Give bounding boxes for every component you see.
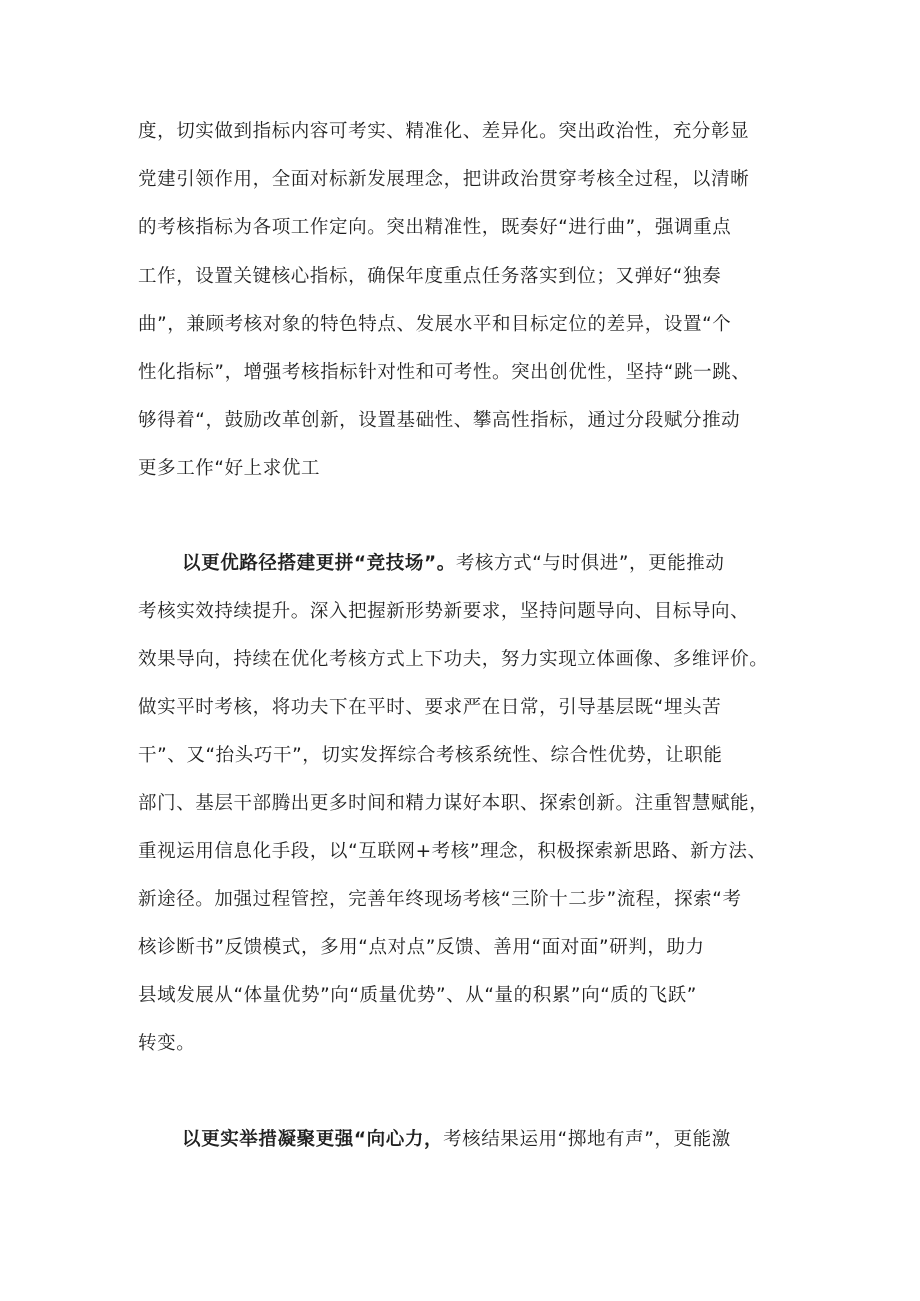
paragraph-2-line-11: 转变。 bbox=[138, 1033, 196, 1054]
paragraph-2-line-1 bbox=[182, 552, 798, 576]
paragraph-1-line-1: 度，切实做到指标内容可考实、精准化、差异化。突出政治性，充分彰显 bbox=[138, 121, 750, 142]
paragraph-1-line-5: 曲”，兼顾考核对象的特色特点、发展水平和目标定位的差异，设置“个 bbox=[138, 314, 732, 335]
paragraph-2-line-7: 重视运用信息化手段，以“互联网+考核”理念，积极探索新思路、新方法、 bbox=[138, 841, 767, 862]
paragraph-2-line-4: 做实平时考核，将功夫下在平时、要求严在日常，引导基层既“埋头苦 bbox=[138, 697, 722, 718]
paragraph-2-line-6: 部门、基层干部腾出更多时间和精力谋好本职、探索创新。注重智慧赋能， bbox=[138, 793, 769, 814]
paragraph-1-line-7: 够得着“，鼓励改革创新，设置基础性、攀高性指标，通过分段赋分推动 bbox=[138, 410, 741, 431]
paragraph-1-line-8: 更多工作“好上求优工 bbox=[138, 458, 321, 479]
paragraph-2-line-2: 考核实效持续提升。深入把握新形势新要求，坚持问题导向、目标导向、 bbox=[138, 601, 750, 622]
paragraph-1-line-4: 工作，设置关键核心指标，确保年度重点任务落实到位；又弹好“独奏 bbox=[138, 266, 722, 287]
paragraph-1-line-3: 的考核指标为各项工作定向。突出精准性，既奏好“进行曲”，强调重点 bbox=[138, 217, 732, 238]
paragraph-2-first-rest: 考核方式“与时俱进”，更能推动 bbox=[455, 553, 725, 574]
paragraph-1-line-2: 党建引领作用，全面对标新发展理念，把讲政治贯穿考核全过程，以清晰 bbox=[138, 169, 750, 190]
paragraph-2-line-8: 新途径。加强过程管控，完善年终现场考核“三阶十二步”流程，探索“考 bbox=[138, 889, 742, 910]
paragraph-1-line-6: 性化指标”，增强考核指标针对性和可考性。突出创优性，坚持“跳一跳、 bbox=[138, 362, 751, 383]
paragraph-3-lead: 以更实举措凝聚更强“向心力， bbox=[182, 1129, 444, 1150]
paragraph-2-line-9: 核诊断书”反馈模式，多用“点对点”反馈、善用“面对面”研判，助力 bbox=[138, 937, 705, 958]
paragraph-2-lead: 以更优路径搭建更拼“竞技场”。 bbox=[182, 553, 456, 574]
paragraph-3-line-1 bbox=[182, 1128, 798, 1152]
paragraph-2-line-10: 县域发展从“体量优势”向“质量优势”、从“量的积累”向“质的飞跃” bbox=[138, 985, 697, 1006]
paragraph-3-first-rest: 考核结果运用“掷地有声”，更能激 bbox=[443, 1129, 731, 1150]
paragraph-2-line-5: 干”、又“抬头巧干”，切实发挥综合考核系统性、综合性优势，让职能 bbox=[138, 745, 723, 766]
paragraph-2-line-3: 效果导向，持续在优化考核方式上下功夫，努力实现立体画像、多维评价。 bbox=[138, 649, 769, 670]
